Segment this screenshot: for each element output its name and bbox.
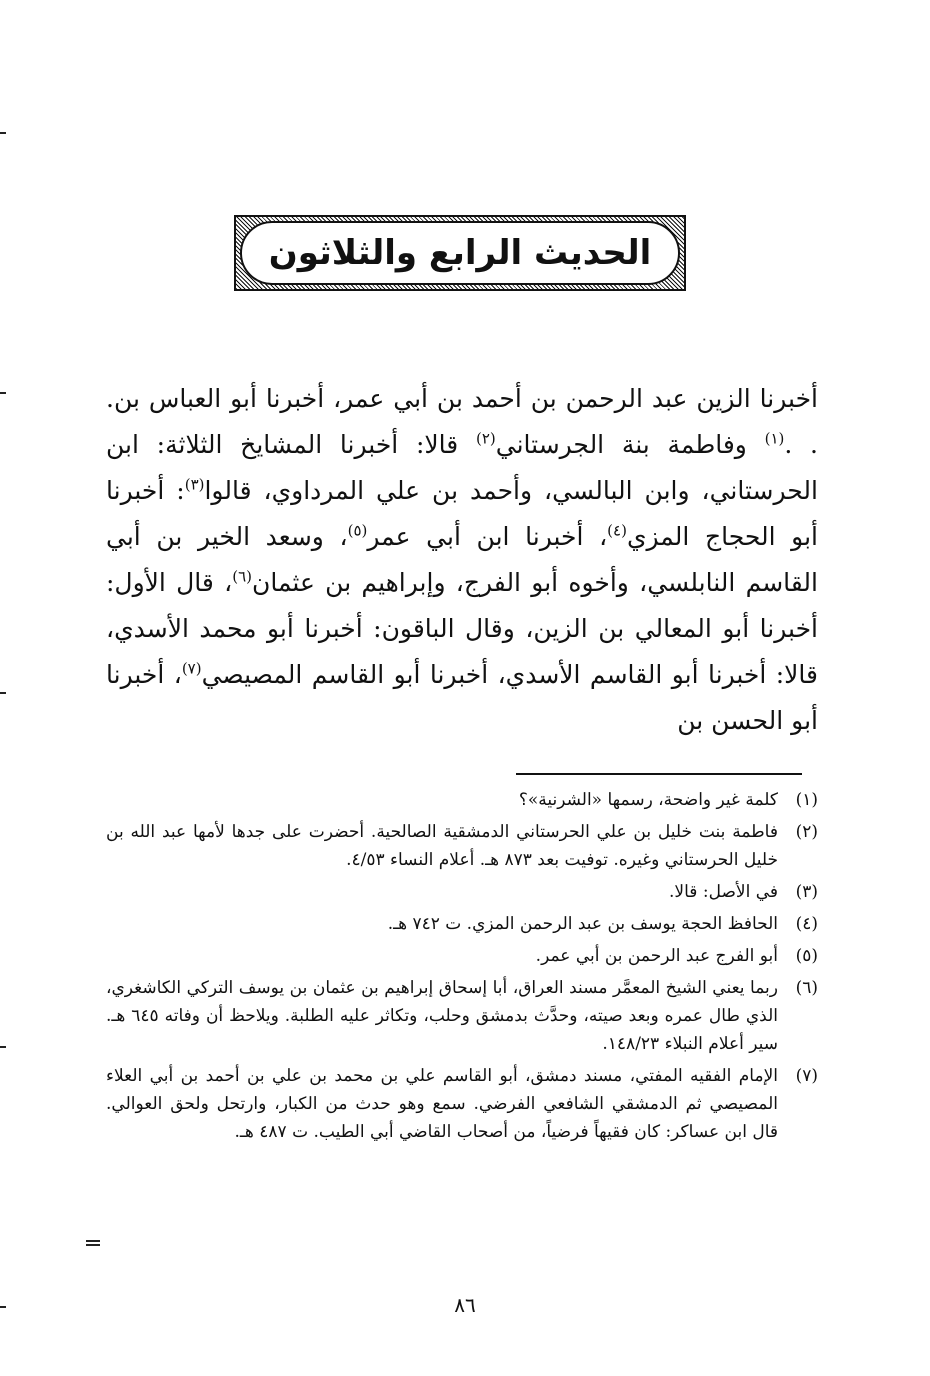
footnote-text: كلمة غير واضحة، رسمها «الشرنية»؟ — [518, 790, 778, 810]
footnote-text: في الأصل: قالا. — [669, 882, 778, 902]
text-segment: وفاطمة بنة الجرستاني — [495, 430, 765, 459]
footnote-item — [106, 942, 818, 970]
footnote-ref: (٣) — [184, 475, 205, 494]
footnote-ref: (٥) — [347, 521, 368, 540]
text-segment: ، أخبرنا ابن أبي عمر — [367, 522, 608, 551]
text-segment: ، أخبرنا أبو الحسن بن — [106, 660, 818, 735]
footnote-number: (٧) — [795, 1066, 818, 1086]
footnote-item — [106, 878, 818, 906]
footnote-ref: (٧) — [181, 659, 202, 678]
footnote-item — [106, 818, 818, 874]
title-cartouche — [240, 221, 680, 285]
footnote-ref: (٦) — [232, 567, 252, 586]
footnote-ref: (١) — [764, 429, 785, 448]
footnote-number: (٥) — [795, 946, 818, 966]
margin-mark — [0, 392, 6, 394]
main-paragraph — [106, 376, 818, 744]
text-segment: قالا: أخبرنا المشايخ الثلاثة: ابن الحرستاني، وابن البالسي، وأحمد بن علي المرداوي، قالوا — [106, 430, 818, 505]
chapter-title: الحديث الرابع والثلاثون — [268, 233, 652, 273]
text-segment: ، قال الأول: أخبرنا أبو المعالي بن الزين، وقال الباقون: أخبرنا أبو محمد الأسدي، قالا: أخبرنا أبو القاسم الأسدي، أخبرنا أبو القاسم المصيصي — [106, 568, 818, 689]
footnote-number: (٢) — [795, 822, 818, 842]
main-text — [106, 376, 818, 744]
footnote-item — [106, 1062, 818, 1146]
footnote-item — [106, 786, 818, 814]
text-segment: ، وسعد الخير بن أبي القاسم النابلسي، وأخوه أبو الفرج، وإبراهيم بن عثمان — [106, 522, 818, 597]
footnote-item — [106, 974, 818, 1058]
footnote-text: ربما يعني الشيخ المعمَّر مسند العراق، أبا إسحاق إبراهيم بن عثمان بن يوسف التركي الكاشغري، الذي طال عمره وبعد صيته، وحدَّث بدمشق وحلب، وتكاثر عليه الطلبة. ويلاحظ أن وفاته ٦٤٥ هـ. سير أعلام النبلاء ١٤٨/٢٣. — [106, 978, 778, 1054]
margin-mark — [0, 1046, 6, 1048]
footnote-number: (١) — [795, 790, 818, 810]
footnote-ref: (٤) — [607, 521, 627, 540]
footnote-text: فاطمة بنت خليل بن علي الحرستاني الدمشقية الصالحية. أحضرت على جدها لأمها عبد الله بن خليل الحرستاني وغيره. توفيت بعد ٨٧٣ هـ. أعلام النساء ٤/٥٣. — [106, 822, 778, 870]
footnote-ref: (٢) — [475, 429, 496, 448]
title-frame — [234, 215, 686, 291]
footnote-number: (٣) — [795, 882, 818, 902]
text-segment: : أخبرنا أبو الحجاج المزي — [106, 476, 819, 551]
footnote-text: أبو الفرج عبد الرحمن بن أبي عمر. — [535, 946, 778, 966]
continuation-mark — [86, 1240, 100, 1246]
footnote-text: الإمام الفقيه المفتي، مسند دمشق، أبو القاسم علي بن محمد بن علي بن أحمد بن أبي العلاء المصيصي ثم الدمشقي الشافعي الفرضي. سمع وهو حدث من الكبار، وارتحل ولحق العوالي. قال ابن عساكر: كان فقيهاً فرضياً، من أصحاب القاضي أبي الطيب. ت ٤٨٧ هـ. — [106, 1066, 778, 1142]
footnotes — [106, 786, 818, 1150]
margin-mark — [0, 132, 6, 134]
footnote-number: (٤) — [795, 914, 818, 934]
margin-mark — [0, 692, 6, 694]
footnote-item — [106, 910, 818, 938]
footnote-number: (٦) — [795, 978, 818, 998]
footnote-text: الحافظ الحجة يوسف بن عبد الرحمن المزي. ت ٧٤٢ هـ. — [387, 914, 778, 934]
footnote-separator — [516, 773, 802, 775]
text-segment: أخبرنا الزين عبد الرحمن بن أحمد بن أبي عمر، أخبرنا أبو العباس بن. . . — [106, 384, 819, 459]
page-number: ٨٦ — [454, 1293, 476, 1317]
